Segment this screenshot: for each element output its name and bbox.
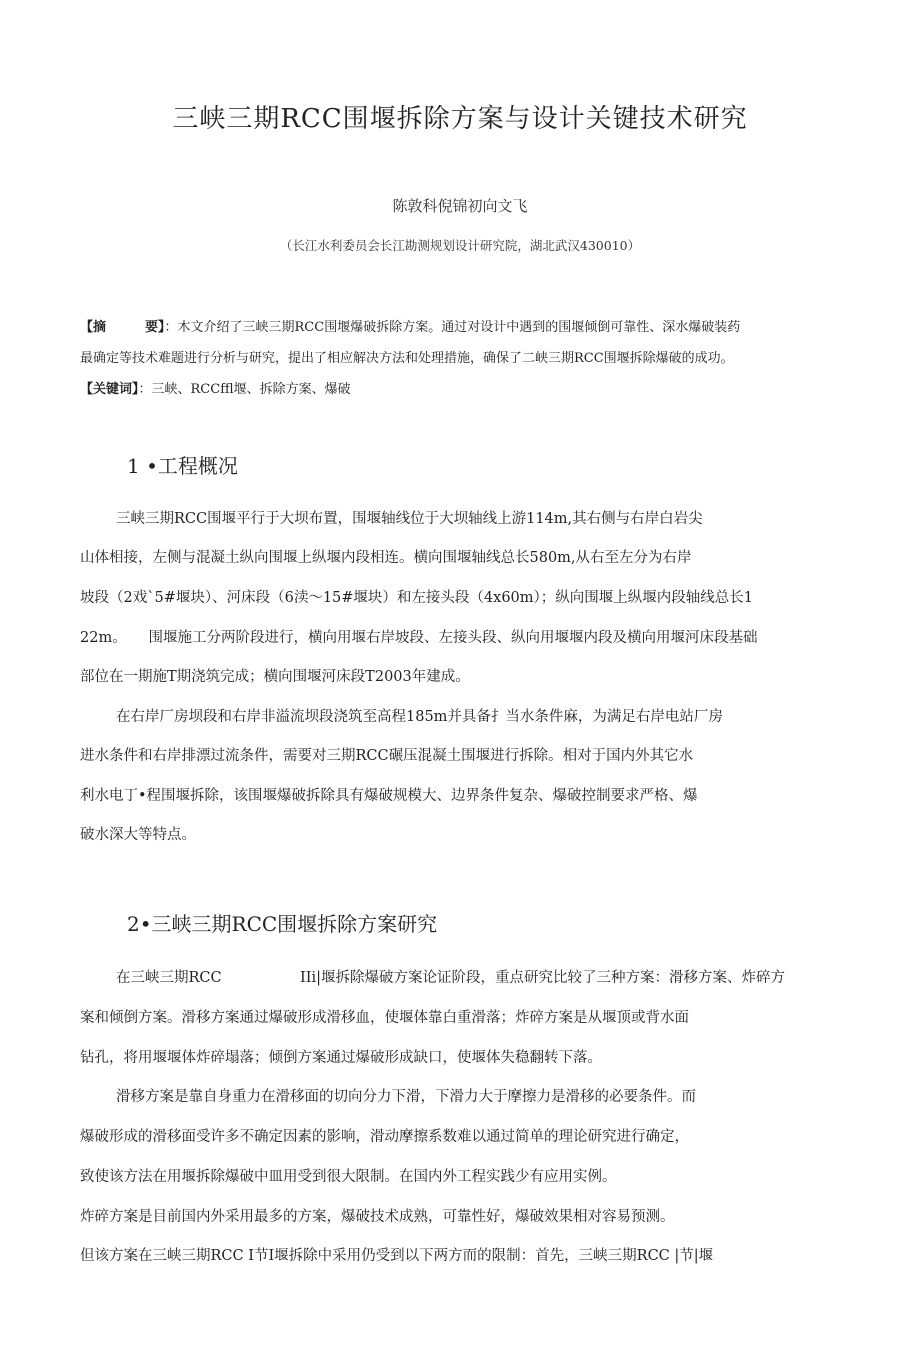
authors: 陈敦科倪锦初向文飞: [392, 197, 528, 215]
section-2-line-1b: IIi|堰拆除爆破方案论证阶段，重点研究比较了三种方案：滑移方案、炸碎方: [300, 970, 785, 986]
section-1-line: 22m。 围堰施工分两阶段进行，横向用堰右岸坡段、左接头段、纵向用堰堰内段及横向用堰河床段基础: [80, 630, 758, 646]
section-2-line: 钻孔，将用堰堰体炸碎塌落；倾倒方案通过爆破形成缺口，使堰体失稳翻转下落。: [80, 1050, 602, 1066]
affiliation: （长江水利委员会长江勘测规划设计研究院，湖北武汉430010）: [279, 238, 641, 253]
section-2-line: 案和倾倒方案。滑移方案通过爆破形成滑移血，使堰体靠白重滑落；炸碎方案是从堰顶或背水面: [80, 1010, 689, 1026]
section-2-line-1a: 在三峡三期RCC: [116, 970, 222, 986]
section-1-line: 山体相接，左侧与混凝土纵向围堰上纵堰内段相连。横向围堰轴线总长580m,从右至左分为右岸: [80, 550, 692, 566]
abstract-text-1: ：木文介绍了三峡三期RCC围堰爆破拆除方案。通过对设计中遇到的围堰倾倒可靠性、深水爆破装药: [164, 320, 741, 335]
section-2-line: 但该方案在三峡三期RCC I节I堰拆除中采用仍受到以下两方而的限制：首先，三峡三期RCC |节|堰: [80, 1248, 714, 1264]
section-1-heading: 1 •工程概况: [127, 454, 238, 478]
section-1-line: 部位在一期施T期浇筑完成；横向围堰河床段T2003年建成。: [80, 669, 470, 685]
section-1-line: 破水深大等特点。: [80, 827, 196, 843]
abstract-line-2: 最确定等技术难题进行分析与研究，提出了相应解决方法和处理措施，确保了二峡三期RCC围堰拆除爆破的成功。: [80, 351, 734, 366]
abstract-label: 【摘 要】: [80, 320, 165, 335]
section-1-line: 在右岸厂房坝段和右岸非溢流坝段浇筑至高程185m并具备扌当水条件麻，为满足右岸电站厂房: [116, 709, 723, 725]
section-2-heading: 2•三峡三期RCC围堰拆除方案研究: [127, 912, 438, 936]
section-2-line: 爆破形成的滑移面受许多不确定因素的影响，滑动摩擦系数难以通过简单的理论研究进行确定，: [80, 1129, 689, 1145]
section-2-line: 炸碎方案是目前国内外采用最多的方案，爆破技术成熟，可靠性好，爆破效果相对容易预测。: [80, 1209, 675, 1225]
section-1-line: 进水条件和右岸排漂过流条件，需要对三期RCC碾压混凝土围堰进行拆除。相对于国内外其它水: [80, 748, 694, 764]
paper-title: 三峡三期RCC围堰拆除方案与设计关键技术研究: [172, 104, 748, 134]
abstract-line-1: [80, 316, 740, 335]
keywords-text: ：三峡、RCCffl堰、拆除方案、爆破: [138, 382, 351, 397]
section-1-line: 三峡三期RCC围堰平行于大坝布置，围堰轴线位于大坝轴线上游114m,其右侧与右岸白岩尖: [116, 511, 703, 527]
section-1-line: 坡段（2戏`5#堰块）、河床段（6渎～15#堰块）和左接头段（4x60m）；纵向围堰上纵堰内段轴线总长1: [80, 590, 754, 606]
keywords-label: 【关键词】: [80, 382, 139, 397]
section-2-line: 滑移方案是靠自身重力在滑移面的切向分力下滑，下滑力大于摩擦力是滑移的必要条件。而: [116, 1089, 696, 1105]
section-2-line: 致使该方法在用堰拆除爆破中皿用受到很大限制。在国内外工程实践少有应用实例。: [80, 1169, 617, 1185]
keywords-line: [80, 378, 351, 397]
section-1-line: 利水电丁•程围堰拆除，该围堰爆破拆除具有爆破规模大、边界条件复杂、爆破控制要求严格、爆: [80, 788, 698, 804]
